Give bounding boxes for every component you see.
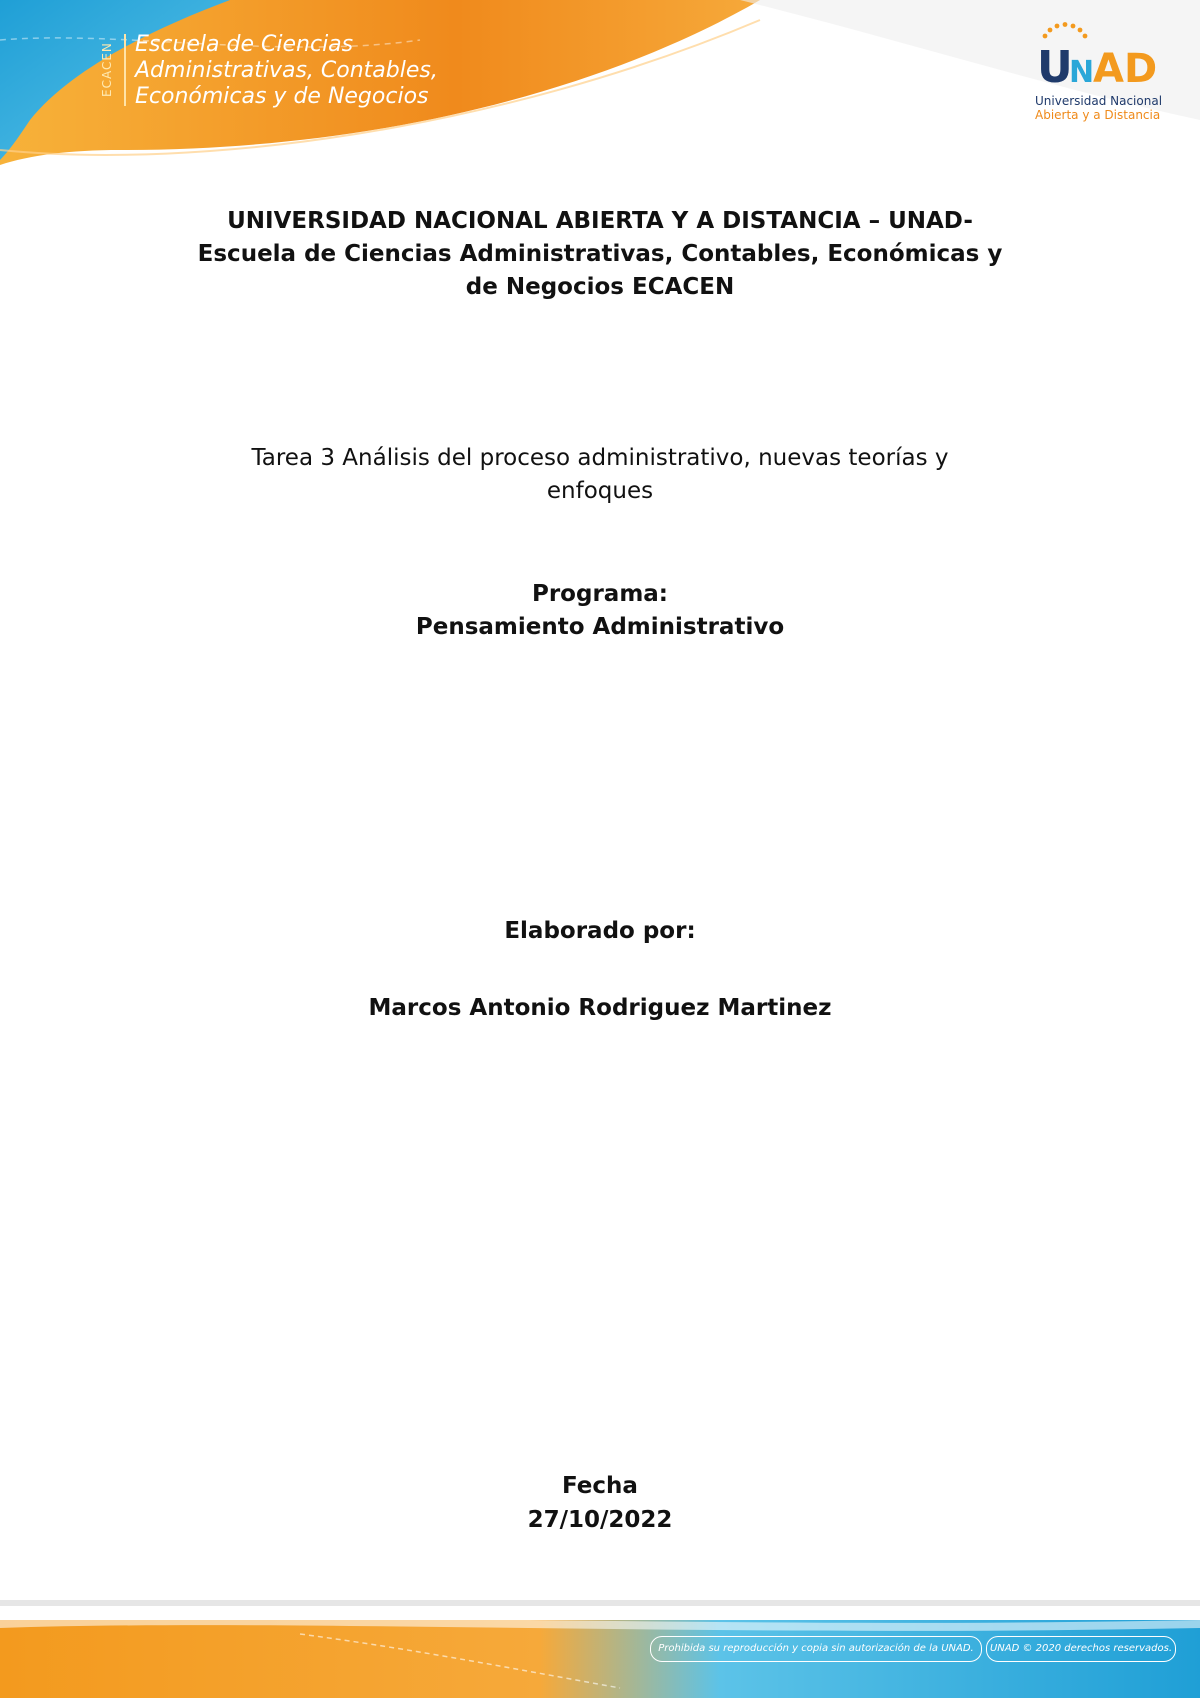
unad-logo-line-2: Abierta y a Distancia [1035, 108, 1161, 122]
title-line-3: de Negocios ECACEN [465, 274, 735, 300]
school-name-line-3: Económicas y de Negocios [135, 84, 429, 109]
task-title [160, 442, 1040, 508]
program-section [160, 578, 1040, 644]
unad-logo-line-1: Universidad Nacional [1035, 94, 1163, 108]
ecacen-vertical-label: ECACEN [100, 42, 114, 98]
header-banner [0, 0, 1200, 180]
program-name: Pensamiento Administrativo [415, 614, 785, 640]
author-label: Elaborado por: [504, 918, 696, 944]
unad-logo-text [1035, 94, 1165, 122]
svg-text:N: N [1069, 55, 1095, 90]
unad-wordmark-icon [1035, 22, 1165, 94]
footer-reproduction-notice: Prohibida su reproducción y copia sin autorización de la UNAD. [650, 1636, 982, 1662]
title-line-1: UNIVERSIDAD NACIONAL ABIERTA Y A DISTANCIA – UNAD- [227, 208, 973, 234]
task-line-1: Tarea 3 Análisis del proceso administrativo, nuevas teorías y [251, 445, 949, 471]
date-value: 27/10/2022 [527, 1507, 673, 1533]
school-name-line-1: Escuela de Ciencias [135, 32, 354, 57]
date-label: Fecha [562, 1473, 638, 1499]
title-line-2: Escuela de Ciencias Administrativas, Contables, Económicas y [197, 241, 1003, 267]
school-name [135, 32, 515, 110]
document-title [160, 205, 1040, 304]
school-name-line-2: Administrativas, Contables, [135, 58, 438, 83]
svg-text:U: U [1037, 42, 1073, 93]
footer-copyright: UNAD © 2020 derechos reservados. [986, 1636, 1176, 1662]
task-line-2: enfoques [546, 478, 654, 504]
svg-text:AD: AD [1093, 46, 1158, 92]
program-label: Programa: [531, 581, 668, 607]
unad-logo [1035, 22, 1165, 132]
ecacen-divider [124, 34, 126, 106]
author-name: Marcos Antonio Rodriguez Martinez [368, 995, 832, 1021]
